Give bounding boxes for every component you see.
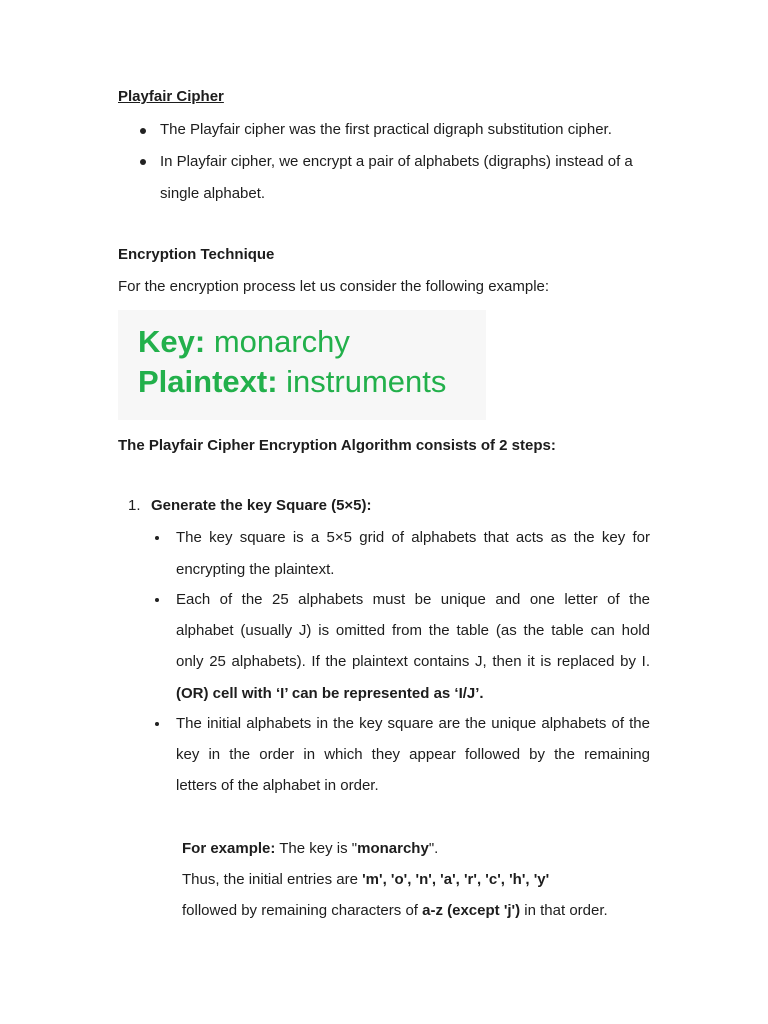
- step-bullet-3-line: letters of the alphabet in order.: [176, 777, 379, 794]
- step-bullet-3-line: key in the order in which they appear followed by the remaining: [176, 746, 650, 763]
- example-line-2: [182, 871, 549, 888]
- algorithm-heading: The Playfair Cipher Encryption Algorithm consists of 2 steps:: [118, 437, 556, 454]
- intro-bullet-2-cont: single alphabet.: [160, 185, 266, 202]
- plaintext-label: Plaintext:: [138, 364, 278, 399]
- key-label: Key:: [138, 324, 206, 359]
- step-bullet-3-line: The initial alphabets in the key square are the unique alphabets of the: [176, 715, 650, 732]
- example-line-1: [182, 840, 438, 857]
- bullet-icon: [155, 722, 159, 726]
- bullet-icon: [140, 159, 146, 165]
- example-letters: 'm', 'o', 'n', 'a', 'r', 'c', 'h', 'y': [362, 871, 550, 888]
- plaintext-value: instruments: [277, 364, 447, 399]
- plaintext-line: [138, 364, 446, 400]
- encryption-heading: Encryption Technique: [118, 246, 275, 263]
- step-bullet-2-line: only 25 alphabets). If the plaintext contains J, then it is replaced by I.: [176, 653, 650, 670]
- example-label: For example:: [182, 840, 276, 857]
- example-text: followed by remaining characters of: [182, 902, 423, 919]
- bullet-icon: [140, 128, 146, 134]
- example-text: in that order.: [520, 902, 608, 919]
- step-bullet-1-line: encrypting the plaintext.: [176, 561, 335, 578]
- step-bullet-2-line: (OR) cell with ‘I’ can be represented as ‘I/J’.: [176, 685, 484, 702]
- step-number: 1.: [128, 497, 141, 514]
- key-line: [138, 324, 350, 360]
- example-range: a-z (except 'j'): [422, 902, 521, 919]
- example-image: [118, 310, 486, 420]
- step-bullet-2-line: alphabet (usually J) is omitted from the table (as the table can hold: [176, 622, 650, 639]
- intro-bullet-2: In Playfair cipher, we encrypt a pair of alphabets (digraphs) instead of a: [160, 153, 633, 170]
- step-bullet-1-line: The key square is a 5×5 grid of alphabets that acts as the key for: [176, 529, 650, 546]
- step-bullet-2-line: Each of the 25 alphabets must be unique and one letter of the: [176, 591, 650, 608]
- key-value: monarchy: [205, 324, 350, 359]
- bullet-icon: [155, 536, 159, 540]
- page-title: Playfair Cipher: [118, 88, 224, 105]
- encryption-intro: For the encryption process let us consider the following example:: [118, 278, 550, 295]
- step-title: Generate the key Square (5×5):: [151, 497, 372, 514]
- intro-bullet-1: The Playfair cipher was the first practical digraph substitution cipher.: [160, 121, 612, 138]
- example-text: ".: [428, 840, 439, 857]
- example-text: Thus, the initial entries are: [182, 871, 363, 888]
- example-text: The key is ": [275, 840, 358, 857]
- example-line-3: [182, 902, 608, 919]
- bullet-icon: [155, 598, 159, 602]
- example-key: monarchy: [357, 840, 429, 857]
